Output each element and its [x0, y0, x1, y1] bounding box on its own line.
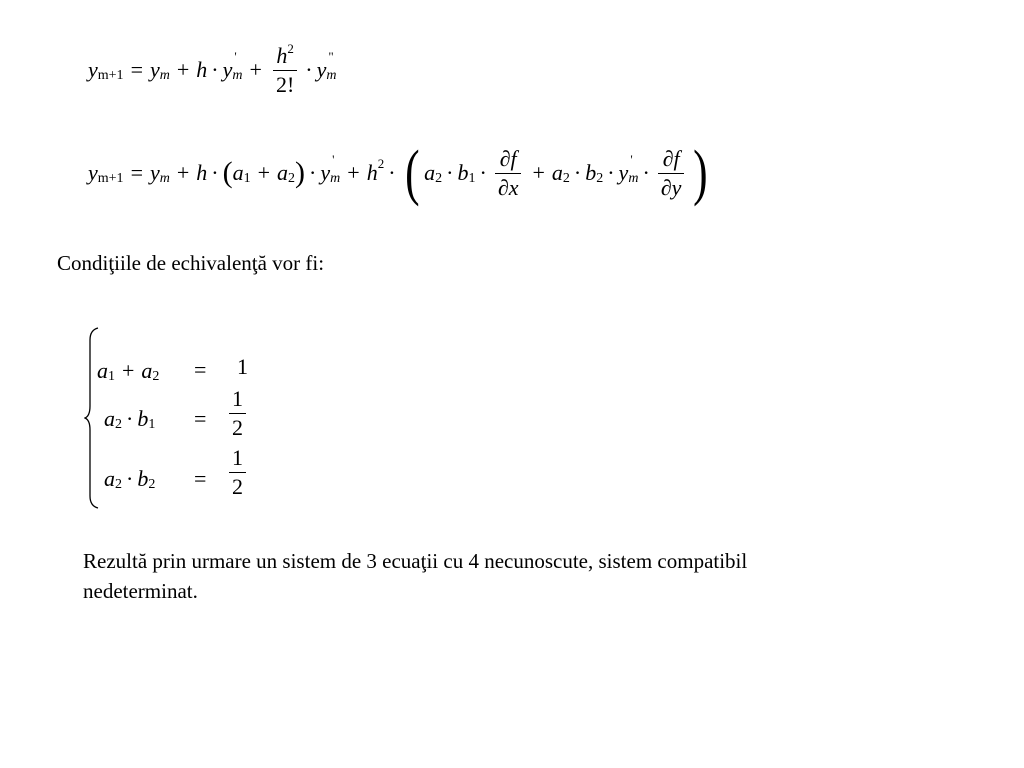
eq1-equals: =: [130, 57, 143, 82]
equation-1: y m+1 = y m + h · y ' m + $\frac{h^2}{2!}$ · y " m: [88, 40, 337, 97]
eq2-plus-4: +: [532, 160, 545, 185]
row2-den: 2: [229, 413, 246, 439]
eq1-frac-den: 2!: [273, 70, 297, 96]
row2-equals: =: [194, 406, 207, 431]
eq2-a2: a: [277, 160, 289, 185]
row3-b-sub: 2: [148, 477, 156, 492]
eq2-plus-3: +: [347, 160, 360, 185]
row2-a: a: [104, 406, 115, 431]
eq1-term2-sub: m: [232, 68, 243, 83]
eq1-term1-sub: m: [159, 68, 170, 83]
eq2-partial-y: ∂y: [658, 173, 685, 199]
eq2-dot-4: ·: [446, 160, 454, 185]
eq2-dot-2: ·: [309, 160, 317, 185]
eq2-dot-6: ·: [573, 160, 582, 185]
system-row-3: [104, 464, 155, 494]
eq2-dot-8: ·: [642, 160, 650, 185]
eq2-partial-x: ∂x: [495, 173, 522, 199]
eq1-h: h: [196, 57, 208, 82]
eq2-plus-2: +: [257, 160, 271, 185]
row3-den: 2: [229, 472, 246, 498]
eq2-term2: y: [320, 160, 331, 185]
eq1-term2: y: [222, 57, 233, 82]
eq2-partial-f-2: ∂f: [662, 145, 680, 171]
eq2-b1: b: [457, 160, 469, 185]
row3-num: 1: [232, 445, 243, 470]
eq2-dot-7: ·: [607, 160, 615, 185]
system-row-1: [97, 356, 159, 386]
eq2-h2-sup: 2: [377, 155, 385, 171]
eq2-a1: a: [232, 160, 244, 185]
row1-a1: a: [97, 358, 108, 383]
conclusion-line-1: Rezultă prin urmare un sistem de 3 ecuaţii cu 4 necunoscute, sistem compatibil: [83, 549, 748, 573]
eq2-lhs-sub: m+1: [97, 171, 124, 186]
conditions-label: Condiţiile de echivalenţă vor fi:: [57, 251, 325, 275]
eq1-lhs-sub: m+1: [97, 68, 124, 83]
row1-plus: +: [122, 358, 135, 383]
eq1-plus-2: +: [249, 57, 262, 82]
row2-a-sub: 2: [115, 417, 122, 432]
row1-rhs: 1: [237, 354, 248, 379]
row3-b: b: [137, 466, 149, 491]
eq2-a2-inner-2: a: [551, 160, 563, 185]
eq2-plus-1: +: [176, 160, 190, 185]
eq2-big-lparen: (: [404, 139, 420, 207]
eq2-a2-inner: a: [424, 160, 436, 185]
eq1-frac-num: h: [276, 42, 288, 68]
eq2-h: h: [196, 160, 208, 185]
eq2-a2-inner-sub: 2: [435, 171, 443, 186]
eq2-fraction-df-dy: [658, 145, 685, 200]
eq2-b1-sub: 1: [468, 171, 476, 186]
eq2-h2: h: [366, 160, 378, 185]
row3-fraction: [229, 447, 246, 498]
row2-b: b: [137, 406, 149, 431]
system-brace: [84, 326, 104, 510]
eq2-dot-5: ·: [479, 160, 487, 185]
equation-2: y m+1 = y m + h · ( a 1 + a 2 ) · y ' m + h 2 · ( a 2 · b 1 · $\frac{\partial f}{\partial x}$ + a 2 · b 2 · y ' m · $\frac{\partial f}{\partial y}$ ): [88, 139, 708, 207]
eq2-big-rparen: ): [693, 139, 708, 207]
row1-a2-sub: 2: [152, 369, 160, 384]
eq1-dot-1: ·: [211, 57, 219, 82]
eq1-fraction: [273, 40, 297, 97]
eq2-fraction-df-dx: [495, 145, 522, 200]
eq2-a2-sub: 2: [288, 171, 296, 186]
eq2-partial-f-1: ∂f: [499, 145, 517, 171]
row3-dot: ·: [126, 466, 134, 491]
eq2-a1-sub: 1: [243, 171, 251, 186]
row3-a: a: [104, 466, 115, 491]
row1-equals: =: [194, 357, 207, 382]
eq1-plus-1: +: [176, 57, 190, 82]
eq2-a2-inner-2-sub: 2: [562, 171, 570, 186]
row1-a2: a: [141, 358, 153, 383]
eq1-term1: y: [149, 57, 160, 82]
eq1-term3: y: [316, 57, 327, 82]
eq2-equals: =: [130, 160, 143, 185]
eq2-term1-sub: m: [159, 171, 170, 186]
eq2-term3: y: [618, 160, 629, 185]
system-row-2: [104, 404, 155, 434]
eq2-term2-sub: m: [330, 171, 341, 186]
row1-a1-sub: 1: [108, 369, 115, 384]
eq2-dot-3: ·: [388, 160, 396, 185]
row2-fraction: [229, 388, 246, 439]
eq1-dot-2: ·: [305, 57, 313, 82]
eq2-dot-1: ·: [211, 160, 219, 185]
row3-a-sub: 2: [115, 477, 122, 492]
eq1-term3-sub: m: [326, 68, 337, 83]
eq2-lparen: (: [222, 156, 233, 189]
row2-dot: ·: [126, 406, 134, 431]
eq2-term1: y: [149, 160, 160, 185]
eq2-rparen: ): [295, 156, 306, 189]
row3-equals: =: [194, 466, 207, 491]
eq2-term3-sub: m: [628, 171, 639, 186]
eq2-b2: b: [585, 160, 597, 185]
eq2-b2-sub: 2: [596, 171, 604, 186]
row2-num: 1: [232, 386, 243, 411]
eq2-lhs: y: [88, 160, 98, 185]
eq1-lhs: y: [88, 57, 98, 82]
eq1-frac-num-sup: 2: [287, 40, 294, 56]
row2-b-sub: 1: [148, 417, 156, 432]
conclusion-line-2: nedeterminat.: [83, 579, 198, 603]
